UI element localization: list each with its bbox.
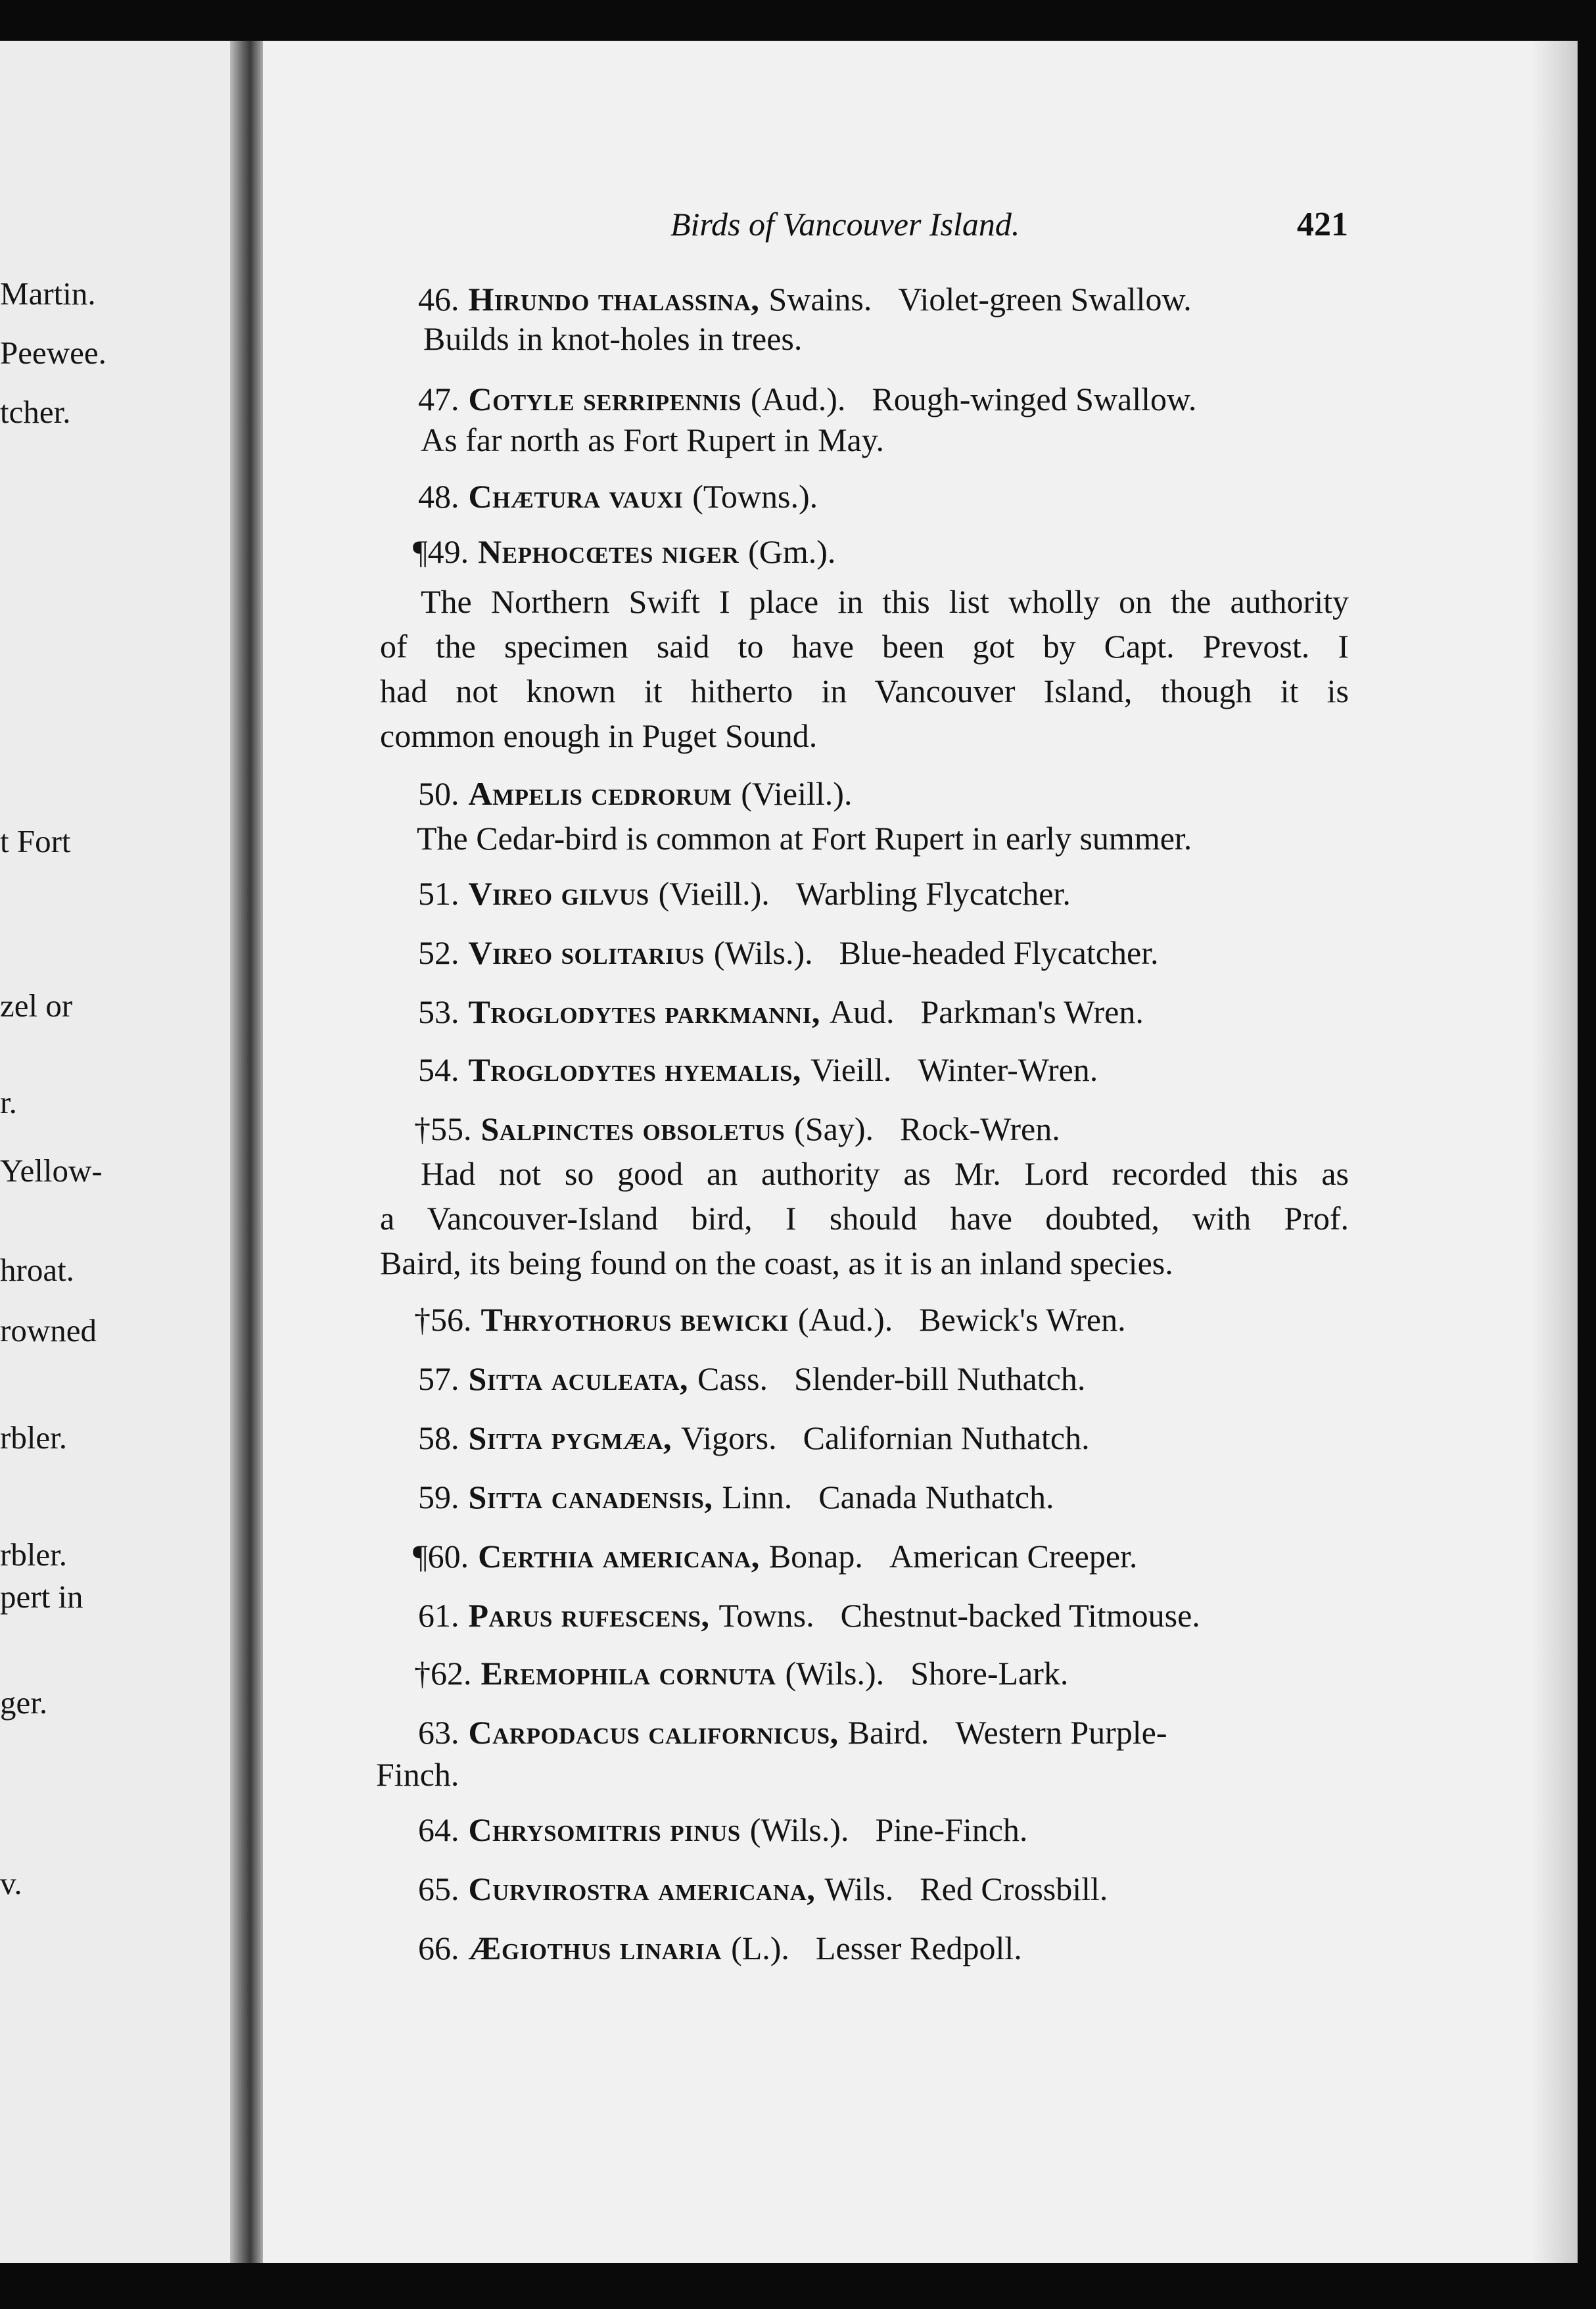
entry-number: 63.	[418, 1714, 459, 1751]
scientific-name: Sitta canadensis,	[468, 1479, 713, 1515]
authority: Vigors.	[681, 1419, 777, 1456]
common-name: Rough-winged Swallow.	[872, 381, 1197, 417]
authority: (L.).	[731, 1930, 789, 1966]
authority: (Wils.).	[785, 1655, 885, 1692]
entry-number: †55.	[414, 1110, 472, 1147]
fragment-line: rbler.	[0, 1419, 68, 1456]
entry-number: 51.	[418, 875, 459, 912]
book-gutter	[230, 41, 267, 2263]
scientific-name: Cotyle serripennis	[468, 381, 741, 417]
entry-number: ¶60.	[413, 1538, 469, 1575]
fragment-line: r.	[0, 1084, 17, 1120]
paragraph-line: of the specimen said to have been got by Capt. Prevost. I	[380, 628, 1349, 665]
scientific-name: Thryothorus bewicki	[481, 1301, 789, 1338]
authority: (Wils.).	[713, 934, 813, 971]
scientific-name: Sitta pygmæa,	[468, 1419, 672, 1456]
species-entry-51	[418, 877, 1071, 910]
authority: (Vieill.).	[658, 875, 770, 912]
entry-number: 52.	[418, 934, 459, 971]
scientific-name: Ægiothus linaria	[468, 1930, 722, 1966]
entry-number: †62.	[414, 1655, 472, 1692]
entry-note: As far north as Fort Rupert in May.	[421, 421, 884, 458]
scientific-name: Eremophila cornuta	[481, 1655, 776, 1692]
common-name: Winter-Wren.	[918, 1051, 1098, 1088]
entry-number: 50.	[418, 775, 459, 812]
scientific-name: Nephocœtes niger	[478, 533, 739, 570]
common-name: Western Purple-	[955, 1714, 1167, 1751]
authority: Vieill.	[810, 1051, 892, 1088]
entry-note: Finch.	[376, 1756, 459, 1793]
common-name: Bewick's Wren.	[919, 1301, 1126, 1338]
species-entry-59	[418, 1481, 1054, 1513]
entry-number: 46.	[418, 281, 459, 318]
scientific-name: Certhia americana,	[478, 1538, 760, 1575]
authority: (Towns.).	[692, 478, 818, 515]
scientific-name: Carpodacus californicus,	[468, 1714, 839, 1751]
common-name: Blue-headed Flycatcher.	[839, 934, 1159, 971]
authority: Aud.	[829, 993, 895, 1030]
species-entry-62	[414, 1657, 1068, 1690]
scientific-name: Troglodytes hyemalis,	[468, 1051, 801, 1088]
entry-note: Builds in knot-holes in trees.	[423, 320, 803, 357]
fragment-line: rowned	[0, 1312, 97, 1348]
species-entry-47	[418, 383, 1196, 416]
fragment-line: v.	[0, 1865, 22, 1901]
paragraph-line: common enough in Puget Sound.	[380, 717, 818, 754]
authority: (Vieill.).	[741, 775, 853, 812]
species-entry-55	[414, 1112, 1060, 1145]
entry-number: 59.	[418, 1479, 459, 1515]
species-entry-50	[418, 777, 852, 810]
entry-number: 65.	[418, 1870, 459, 1907]
authority: Towns.	[718, 1597, 814, 1634]
page-number: 421	[1297, 206, 1348, 243]
authority: (Gm.).	[748, 533, 836, 570]
species-entry-63	[418, 1716, 1167, 1749]
fragment-line: tcher.	[0, 394, 71, 430]
species-entry-60	[413, 1540, 1137, 1573]
species-entry-56	[414, 1303, 1126, 1336]
species-entry-57	[418, 1362, 1085, 1395]
common-name: Red Crossbill.	[920, 1870, 1108, 1907]
scientific-name: Vireo solitarius	[468, 934, 705, 971]
species-entry-52	[418, 936, 1159, 969]
common-name: Warbling Flycatcher.	[795, 875, 1071, 912]
species-entry-53	[418, 995, 1144, 1028]
scan-border-bottom	[0, 2263, 1596, 2309]
common-name: Parkman's Wren.	[920, 993, 1144, 1030]
species-entry-65	[418, 1872, 1108, 1905]
common-name: Lesser Redpoll.	[815, 1930, 1022, 1966]
common-name: Chestnut-backed Titmouse.	[840, 1597, 1200, 1634]
scientific-name: Vireo gilvus	[468, 875, 649, 912]
authority: Baird.	[847, 1714, 929, 1751]
scientific-name: Troglodytes parkmanni,	[468, 993, 820, 1030]
entry-number: 53.	[418, 993, 459, 1030]
common-name: Rock-Wren.	[899, 1110, 1060, 1147]
species-entry-49	[413, 535, 835, 568]
fragment-line: Yellow-	[0, 1153, 103, 1189]
entry-number: 64.	[418, 1811, 459, 1848]
entry-number: 47.	[418, 381, 459, 417]
species-entry-46	[418, 283, 1192, 316]
authority: (Aud.).	[797, 1301, 893, 1338]
authority: (Say).	[794, 1110, 874, 1147]
scientific-name: Chætura vauxi	[468, 478, 684, 515]
common-name: American Creeper.	[889, 1538, 1138, 1575]
fragment-line: pert in	[0, 1579, 83, 1615]
species-entry-66	[418, 1932, 1022, 1964]
paragraph-line: a Vancouver-Island bird, I should have doubted, with Prof.	[380, 1200, 1349, 1237]
fragment-line: t Fort	[0, 823, 71, 859]
entry-number: 66.	[418, 1930, 459, 1966]
fragment-line: Martin.	[0, 275, 96, 312]
fragment-line: ger.	[0, 1684, 48, 1721]
scientific-name: Hirundo thalassina,	[468, 281, 760, 318]
entry-number: 58.	[418, 1419, 459, 1456]
species-list	[263, 41, 1578, 2270]
entry-number: 54.	[418, 1051, 459, 1088]
authority: Linn.	[722, 1479, 793, 1515]
species-entry-48	[418, 480, 818, 513]
species-entry-58	[418, 1421, 1090, 1454]
authority: (Aud.).	[751, 381, 846, 417]
paragraph-line: Had not so good an authority as Mr. Lord recorded this as	[421, 1155, 1349, 1192]
paragraph-line: Baird, its being found on the coast, as it is an inland species.	[380, 1245, 1173, 1281]
common-name: Slender-bill Nuthatch.	[793, 1360, 1086, 1397]
fragment-line: hroat.	[0, 1252, 74, 1288]
common-name: Pine-Finch.	[875, 1811, 1028, 1848]
entry-number: 61.	[418, 1597, 459, 1634]
page-421	[263, 41, 1578, 2270]
scientific-name: Chrysomitris pinus	[468, 1811, 741, 1848]
fragment-line: Peewee.	[0, 335, 106, 371]
entry-number: 48.	[418, 478, 459, 515]
previous-page-edge	[0, 41, 245, 2263]
scientific-name: Parus rufescens,	[468, 1597, 710, 1634]
authority: Swains.	[768, 281, 872, 318]
paragraph-line: had not known it hitherto in Vancouver Island, though it is	[380, 673, 1349, 709]
entry-number: ¶49.	[413, 533, 469, 570]
scientific-name: Sitta aculeata,	[468, 1360, 689, 1397]
previous-page-text-fragments	[0, 41, 245, 2263]
fragment-line: zel or	[0, 988, 73, 1024]
common-name: Californian Nuthatch.	[803, 1419, 1090, 1456]
scientific-name: Salpinctes obsoletus	[481, 1110, 786, 1147]
species-entry-64	[418, 1813, 1027, 1846]
species-entry-61	[418, 1599, 1200, 1632]
entry-number: 57.	[418, 1360, 459, 1397]
common-name: Shore-Lark.	[910, 1655, 1069, 1692]
common-name: Violet-green Swallow.	[898, 281, 1192, 318]
entry-note: The Cedar-bird is common at Fort Rupert in early summer.	[417, 820, 1192, 857]
scientific-name: Curvirostra americana,	[468, 1870, 816, 1907]
common-name: Canada Nuthatch.	[818, 1479, 1054, 1515]
entry-number: †56.	[414, 1301, 472, 1338]
authority: (Wils.).	[749, 1811, 849, 1848]
scientific-name: Ampelis cedrorum	[468, 775, 732, 812]
authority: Cass.	[697, 1360, 768, 1397]
paragraph-line: The Northern Swift I place in this list wholly on the authority	[421, 583, 1349, 620]
authority: Bonap.	[768, 1538, 863, 1575]
running-title: Birds of Vancouver Island.	[670, 206, 1020, 243]
fragment-line: rbler.	[0, 1536, 68, 1573]
species-entry-54	[418, 1053, 1098, 1086]
authority: Wils.	[824, 1870, 894, 1907]
